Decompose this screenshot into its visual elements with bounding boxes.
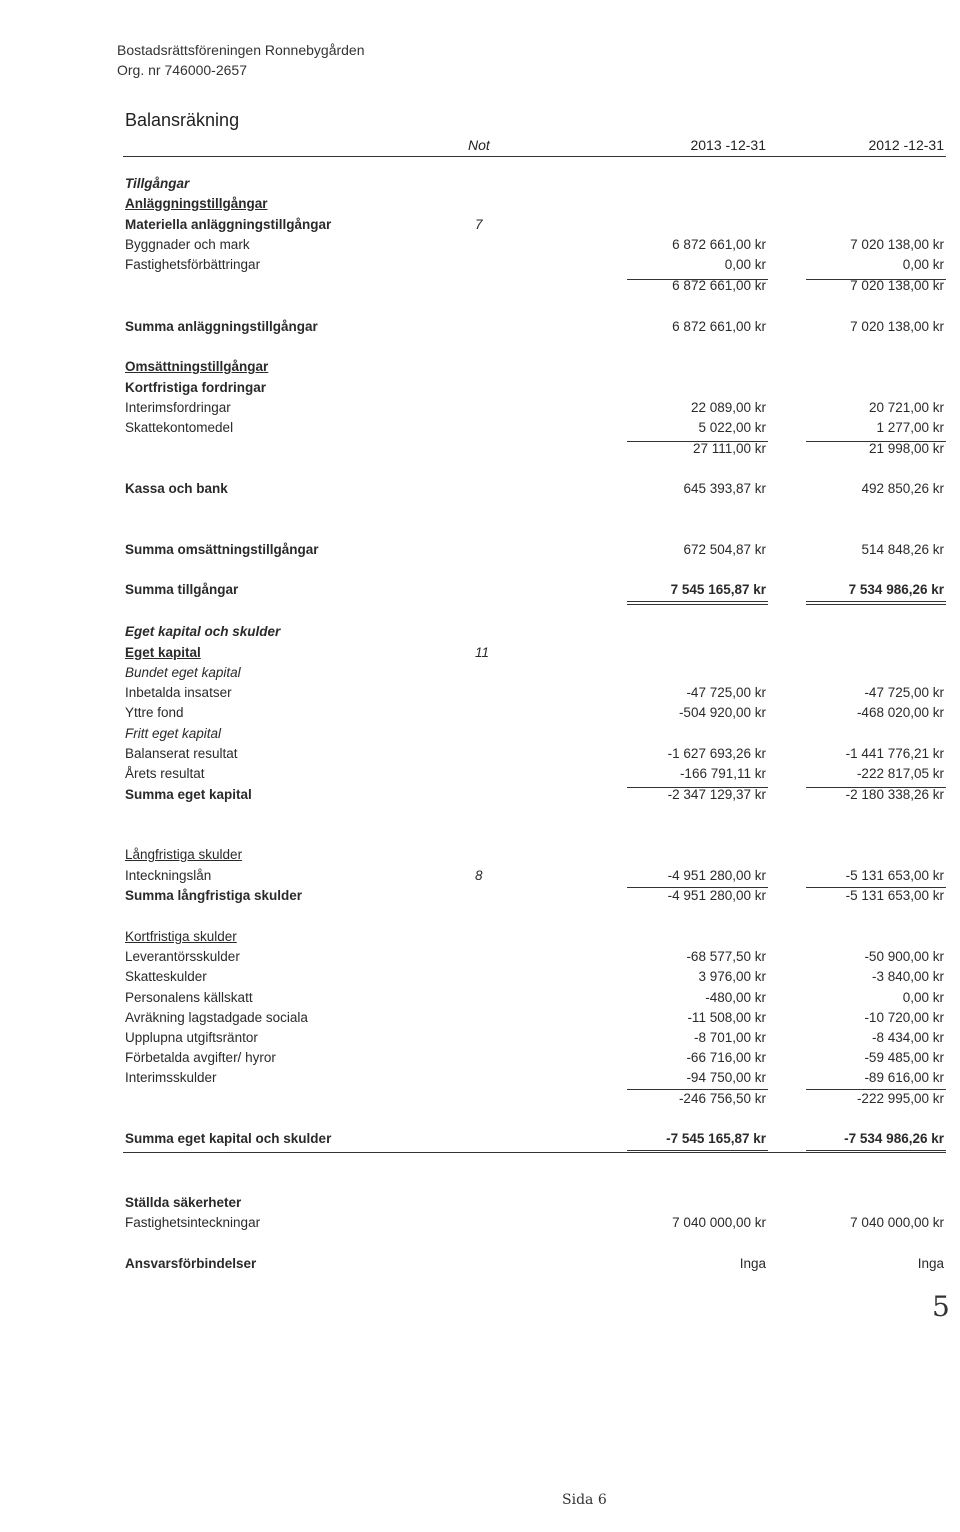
- row-label: Skattekontomedel: [125, 420, 234, 435]
- row-label: Summa anläggningstillgångar: [125, 319, 318, 334]
- total-line: [627, 604, 768, 605]
- table-row: [0, 703, 960, 723]
- row-value-2012: 7 020 138,00 kr: [850, 319, 944, 334]
- header-not: Not: [468, 137, 490, 153]
- row-value-2013: -11 508,00 kr: [687, 1010, 766, 1025]
- table-row: [0, 1089, 960, 1109]
- total-line: [806, 1150, 946, 1151]
- table-row: [0, 357, 960, 377]
- row-value-2013: -504 920,00 kr: [678, 705, 766, 720]
- table-row: [0, 580, 960, 600]
- sum-line: [627, 787, 768, 788]
- table-row: [0, 1008, 960, 1028]
- table-row: [0, 215, 960, 235]
- table-row: [0, 744, 960, 764]
- row-value-2013: -1 627 693,26 kr: [667, 746, 766, 761]
- sum-line: [806, 887, 946, 888]
- table-row: [0, 398, 960, 418]
- row-label: Fritt eget kapital: [125, 726, 222, 741]
- row-label: Summa långfristiga skulder: [125, 888, 303, 903]
- row-label: Ansvarsförbindelser: [125, 1256, 257, 1271]
- row-label: Förbetalda avgifter/ hyror: [125, 1050, 276, 1065]
- sum-line: [806, 787, 946, 788]
- row-value-2012: 7 020 138,00 kr: [850, 237, 944, 252]
- row-value-2012: -2 180 338,26 kr: [845, 787, 944, 802]
- row-value-2013: 7 040 000,00 kr: [672, 1215, 766, 1230]
- row-label: Leverantörsskulder: [125, 949, 240, 964]
- row-value-2012: -47 725,00 kr: [864, 685, 944, 700]
- table-row: [0, 479, 960, 499]
- row-value-2013: -68 577,50 kr: [686, 949, 766, 964]
- row-label: Upplupna utgiftsräntor: [125, 1030, 258, 1045]
- row-value-2013: -480,00 kr: [705, 990, 766, 1005]
- table-row: [0, 988, 960, 1008]
- row-value-2013: 6 872 661,00 kr: [672, 319, 766, 334]
- table-row: [0, 764, 960, 784]
- row-value-2013: -47 725,00 kr: [686, 685, 766, 700]
- total-rule: [123, 1152, 946, 1153]
- handwritten-page-mark: 5: [932, 1290, 950, 1323]
- row-value-2013: -246 756,50 kr: [678, 1091, 766, 1106]
- row-value-2012: Inga: [917, 1256, 944, 1271]
- row-value-2012: -468 020,00 kr: [856, 705, 944, 720]
- row-value-2012: -222 995,00 kr: [856, 1091, 944, 1106]
- org-name: Bostadsrättsföreningen Ronnebygården: [117, 42, 365, 58]
- table-row: [0, 643, 960, 663]
- row-label: Personalens källskatt: [125, 990, 253, 1005]
- row-label: Anläggningstillgångar: [125, 196, 268, 211]
- row-label: Summa eget kapital och skulder: [125, 1131, 332, 1146]
- table-row: [0, 174, 960, 194]
- row-value-2013: 6 872 661,00 kr: [672, 237, 766, 252]
- row-value-2012: 7 534 986,26 kr: [848, 582, 944, 597]
- row-label: Summa eget kapital: [125, 787, 252, 802]
- header-col-2013: 2013 -12-31: [690, 137, 766, 153]
- header-rule: [123, 156, 946, 157]
- row-value-2013: 0,00 kr: [724, 257, 766, 272]
- row-value-2012: -222 817,05 kr: [856, 766, 944, 781]
- table-row: [0, 1193, 960, 1213]
- row-value-2012: -1 441 776,21 kr: [845, 746, 944, 761]
- table-row: [0, 927, 960, 947]
- row-value-2013: -94 750,00 kr: [686, 1070, 766, 1085]
- sum-line: [806, 1089, 946, 1090]
- row-value-2012: -5 131 653,00 kr: [845, 888, 944, 903]
- total-line: [806, 601, 946, 602]
- row-value-2012: -59 485,00 kr: [864, 1050, 944, 1065]
- row-value-2012: 1 277,00 kr: [876, 420, 944, 435]
- row-value-2013: -4 951 280,00 kr: [667, 888, 766, 903]
- table-row: [0, 663, 960, 683]
- row-value-2012: -5 131 653,00 kr: [845, 868, 944, 883]
- row-value-2013: -4 951 280,00 kr: [667, 868, 766, 883]
- row-label: Summa omsättningstillgångar: [125, 542, 319, 557]
- row-label: Inbetalda insatser: [125, 685, 232, 700]
- total-line: [627, 601, 768, 602]
- row-value-2013: -166 791,11 kr: [679, 766, 766, 781]
- row-value-2013: 6 872 661,00 kr: [672, 278, 766, 293]
- sum-line: [627, 1089, 768, 1090]
- row-value-2012: 7 040 000,00 kr: [850, 1215, 944, 1230]
- row-label: Yttre fond: [125, 705, 184, 720]
- row-label: Avräkning lagstadgade sociala: [125, 1010, 308, 1025]
- row-value-2013: -8 701,00 kr: [693, 1030, 766, 1045]
- row-value-2012: 0,00 kr: [902, 990, 944, 1005]
- page-title: Balansräkning: [125, 110, 240, 130]
- table-row: [0, 1213, 960, 1233]
- row-label: Eget kapital och skulder: [125, 624, 281, 639]
- row-label: Årets resultat: [125, 766, 205, 781]
- row-label: Eget kapital: [125, 645, 201, 660]
- row-label: Långfristiga skulder: [125, 847, 243, 862]
- table-row: [0, 235, 960, 255]
- row-value-2012: 0,00 kr: [902, 257, 944, 272]
- row-label: Bundet eget kapital: [125, 665, 241, 680]
- row-value-2013: -7 545 165,87 kr: [666, 1131, 766, 1146]
- row-label: Materiella anläggningstillgångar: [125, 217, 332, 232]
- row-note-ref: 11: [475, 645, 490, 660]
- table-row: [0, 540, 960, 560]
- sum-line: [806, 441, 946, 442]
- row-label: Balanserat resultat: [125, 746, 238, 761]
- row-note-ref: 8: [475, 868, 483, 883]
- row-note-ref: 7: [475, 217, 483, 232]
- table-row: [0, 683, 960, 703]
- total-line: [806, 604, 946, 605]
- row-value-2012: 20 721,00 kr: [868, 400, 944, 415]
- table-row: [0, 418, 960, 438]
- row-label: Fastighetsförbättringar: [125, 257, 261, 272]
- sum-line: [806, 279, 946, 280]
- table-row: [0, 1048, 960, 1068]
- row-value-2013: -66 716,00 kr: [686, 1050, 766, 1065]
- row-value-2013: -2 347 129,37 kr: [667, 787, 766, 802]
- row-label: Kassa och bank: [125, 481, 228, 496]
- row-label: Kortfristiga skulder: [125, 929, 237, 944]
- row-value-2013: 5 022,00 kr: [698, 420, 766, 435]
- page-footer: Sida 6: [562, 1492, 607, 1508]
- row-value-2012: 514 848,26 kr: [861, 542, 944, 557]
- table-row: [0, 785, 960, 805]
- total-line: [627, 1150, 768, 1151]
- table-row: [0, 622, 960, 642]
- table-row: [0, 317, 960, 337]
- table-row: [0, 255, 960, 275]
- table-row: [0, 724, 960, 744]
- table-row: [0, 845, 960, 865]
- row-value-2013: 672 504,87 kr: [683, 542, 766, 557]
- row-value-2012: 492 850,26 kr: [861, 481, 944, 496]
- sum-line: [627, 887, 768, 888]
- table-row: [0, 866, 960, 886]
- row-label: Tillgångar: [125, 176, 190, 191]
- row-label: Interimsskulder: [125, 1070, 217, 1085]
- table-row: [0, 1068, 960, 1088]
- table-row: [0, 194, 960, 214]
- row-value-2013: 645 393,87 kr: [683, 481, 766, 496]
- row-value-2013: 27 111,00 kr: [692, 441, 766, 456]
- row-label: Kortfristiga fordringar: [125, 380, 267, 395]
- table-row: [0, 439, 960, 459]
- row-label: Fastighetsinteckningar: [125, 1215, 261, 1230]
- row-value-2013: 22 089,00 kr: [690, 400, 766, 415]
- row-label: Ställda säkerheter: [125, 1195, 242, 1210]
- row-label: Inteckningslån: [125, 868, 212, 883]
- table-row: [0, 1254, 960, 1274]
- row-label: Byggnader och mark: [125, 237, 250, 252]
- row-label: Skatteskulder: [125, 969, 207, 984]
- row-value-2012: -3 840,00 kr: [871, 969, 944, 984]
- table-row: [0, 947, 960, 967]
- header-col-2012: 2012 -12-31: [868, 137, 944, 153]
- org-number: Org. nr 746000-2657: [117, 62, 247, 78]
- row-value-2012: -7 534 986,26 kr: [844, 1131, 944, 1146]
- row-value-2013: Inga: [739, 1256, 766, 1271]
- row-value-2012: 21 998,00 kr: [868, 441, 944, 456]
- row-label: Interimsfordringar: [125, 400, 231, 415]
- table-row: [0, 1129, 960, 1149]
- row-value-2012: -50 900,00 kr: [864, 949, 944, 964]
- row-value-2012: -10 720,00 kr: [864, 1010, 944, 1025]
- row-value-2012: 7 020 138,00 kr: [850, 278, 944, 293]
- sum-line: [627, 441, 768, 442]
- row-value-2013: 7 545 165,87 kr: [670, 582, 766, 597]
- row-value-2012: -8 434,00 kr: [871, 1030, 944, 1045]
- row-value-2012: -89 616,00 kr: [864, 1070, 944, 1085]
- row-label: Omsättningstillgångar: [125, 359, 269, 374]
- table-row: [0, 886, 960, 906]
- sum-line: [627, 279, 768, 280]
- table-row: [0, 967, 960, 987]
- row-label: Summa tillgångar: [125, 582, 239, 597]
- table-row: [0, 1028, 960, 1048]
- table-row: [0, 378, 960, 398]
- row-value-2013: 3 976,00 kr: [698, 969, 766, 984]
